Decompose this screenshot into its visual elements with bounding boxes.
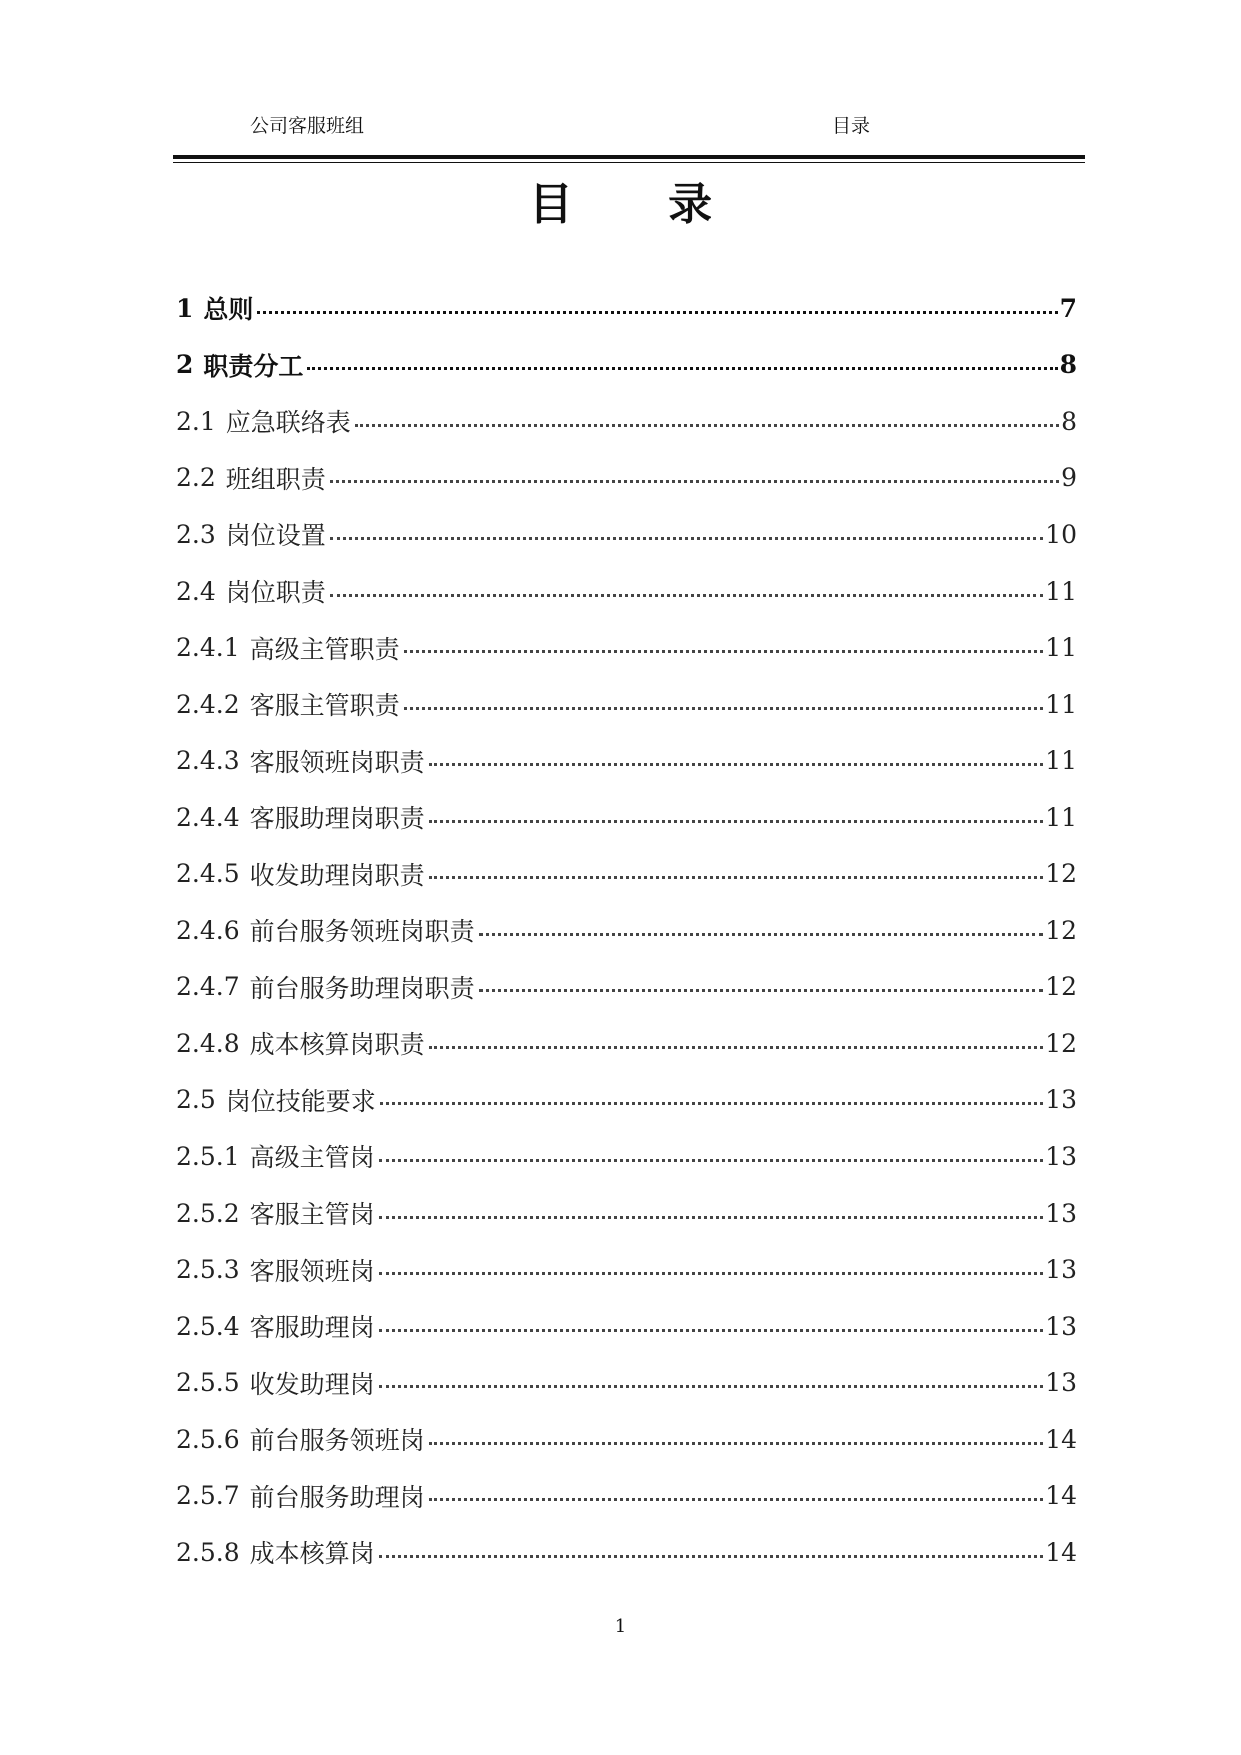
toc-entry-page: 14 (1045, 1424, 1077, 1454)
toc-entry-title: 收发助理岗职责 (249, 860, 425, 890)
toc-entry-title: 总则 (203, 295, 254, 325)
toc-entry-page: 12 (1045, 1028, 1077, 1058)
toc-entry-number: 2.4.5 (176, 859, 240, 889)
toc-entry-title: 成本核算岗 (249, 1539, 375, 1569)
page-number: 1 (614, 1616, 627, 1637)
toc-entry-number: 2.5.3 (176, 1255, 240, 1285)
toc-entry-number: 2.5.4 (176, 1311, 240, 1341)
toc-dot-leader (429, 820, 1044, 823)
toc-entry-title: 前台服务领班岗职责 (249, 917, 475, 947)
toc-dot-leader (379, 1159, 1044, 1162)
toc-entry-number: 2.5.2 (176, 1198, 240, 1228)
toc-entry-page: 13 (1045, 1311, 1077, 1341)
toc-entry[interactable] (176, 506, 1077, 563)
toc-entry-page: 12 (1045, 915, 1077, 945)
toc-entry-title: 前台服务助理岗职责 (249, 973, 475, 1003)
header-rule-thick (173, 155, 1085, 159)
toc-entry-page: 11 (1045, 689, 1077, 719)
toc-entry-page: 8 (1061, 406, 1077, 436)
toc-dot-leader (479, 989, 1044, 992)
toc-entry-title: 应急联络表 (225, 408, 351, 438)
toc-entry-page: 13 (1045, 1141, 1077, 1171)
toc-dot-leader (429, 1046, 1044, 1049)
toc-dot-leader (379, 1385, 1044, 1388)
toc-entry-title: 职责分工 (203, 351, 304, 381)
toc-dot-leader (429, 1442, 1044, 1445)
header-section-name: 目录 (831, 115, 870, 137)
toc-entry[interactable] (176, 1524, 1077, 1581)
toc-entry-page: 7 (1059, 293, 1077, 323)
toc-entry-title: 岗位技能要求 (225, 1086, 376, 1116)
toc-entry-title: 收发助理岗 (249, 1369, 375, 1399)
toc-entry-number: 2.3 (176, 519, 216, 549)
toc-entry-title: 客服领班岗职责 (249, 747, 425, 777)
toc-entry-number: 2.5.5 (176, 1368, 240, 1398)
toc-dot-leader (479, 933, 1044, 936)
toc-entry[interactable] (176, 1128, 1077, 1185)
toc-entry-page: 13 (1045, 1255, 1077, 1285)
toc-entry-number: 2.4.1 (176, 633, 240, 663)
toc-dot-leader (429, 876, 1044, 879)
toc-dot-leader (330, 480, 1059, 483)
toc-entry[interactable] (176, 1185, 1077, 1242)
toc-entry[interactable] (176, 1241, 1077, 1298)
page-title: 目 录 (528, 179, 753, 230)
toc-entry[interactable] (176, 450, 1077, 507)
toc-entry[interactable] (176, 676, 1077, 733)
toc-entry-title: 客服助理岗职责 (249, 804, 425, 834)
toc-entry-page: 9 (1061, 463, 1077, 493)
toc-entry[interactable] (176, 1467, 1077, 1524)
toc-entry-title: 前台服务领班岗 (249, 1426, 425, 1456)
toc-dot-leader (404, 707, 1044, 710)
toc-entry[interactable] (176, 1072, 1077, 1129)
toc-dot-leader (379, 1272, 1044, 1275)
toc-entry-number: 2.5.1 (176, 1141, 240, 1171)
toc-entry-page: 14 (1045, 1537, 1077, 1567)
toc-entry-page: 14 (1045, 1481, 1077, 1511)
toc-dot-leader (429, 1498, 1044, 1501)
toc-entry-page: 13 (1045, 1368, 1077, 1398)
toc-entry[interactable] (176, 337, 1077, 394)
toc-entry-page: 10 (1045, 519, 1077, 549)
toc-entry[interactable] (176, 1015, 1077, 1072)
toc-entry-number: 2.1 (176, 406, 216, 436)
toc-entry[interactable] (176, 393, 1077, 450)
toc-entry-number: 2.4.8 (176, 1028, 240, 1058)
table-of-contents (176, 280, 1077, 1581)
toc-entry-page: 13 (1045, 1085, 1077, 1115)
toc-entry-page: 13 (1045, 1198, 1077, 1228)
toc-entry-title: 班组职责 (225, 464, 326, 494)
toc-dot-leader (330, 537, 1043, 540)
toc-entry[interactable] (176, 563, 1077, 620)
toc-entry-number: 2.2 (176, 463, 216, 493)
toc-entry-title: 客服领班岗 (249, 1256, 375, 1286)
toc-entry-number: 2 (176, 350, 194, 380)
toc-entry[interactable] (176, 1411, 1077, 1468)
toc-entry-title: 岗位设置 (225, 521, 326, 551)
toc-dot-leader (404, 650, 1044, 653)
toc-entry-title: 客服助理岗 (249, 1313, 375, 1343)
toc-entry[interactable] (176, 845, 1077, 902)
toc-entry-page: 11 (1045, 576, 1077, 606)
toc-entry[interactable] (176, 619, 1077, 676)
toc-dot-leader (257, 311, 1057, 314)
toc-entry-number: 2.5.6 (176, 1424, 240, 1454)
toc-entry[interactable] (176, 732, 1077, 789)
toc-entry-page: 11 (1045, 633, 1077, 663)
toc-entry-number: 2.4.4 (176, 802, 240, 832)
toc-entry[interactable] (176, 1354, 1077, 1411)
toc-entry[interactable] (176, 1298, 1077, 1355)
toc-dot-leader (380, 1102, 1043, 1105)
toc-entry-title: 客服主管职责 (249, 691, 400, 721)
toc-entry-number: 1 (176, 293, 194, 323)
toc-entry-page: 11 (1045, 802, 1077, 832)
toc-entry-number: 2.4 (176, 576, 216, 606)
toc-entry-page: 11 (1045, 746, 1077, 776)
toc-dot-leader (355, 424, 1059, 427)
toc-entry-page: 8 (1059, 350, 1077, 380)
toc-entry-number: 2.4.3 (176, 746, 240, 776)
toc-entry-page: 12 (1045, 859, 1077, 889)
toc-entry-number: 2.5.8 (176, 1537, 240, 1567)
header-rule-thin (173, 162, 1085, 163)
toc-entry-title: 前台服务助理岗 (249, 1482, 425, 1512)
toc-dot-leader (307, 367, 1057, 370)
toc-entry-title: 高级主管岗 (249, 1143, 375, 1173)
toc-dot-leader (379, 1555, 1044, 1558)
toc-entry-number: 2.4.6 (176, 915, 240, 945)
header-document-name: 公司客服班组 (250, 115, 365, 137)
toc-entry-title: 高级主管职责 (249, 634, 400, 664)
toc-dot-leader (330, 594, 1043, 597)
toc-entry-page: 12 (1045, 972, 1077, 1002)
toc-entry-number: 2.4.2 (176, 689, 240, 719)
toc-entry[interactable] (176, 902, 1077, 959)
running-header (250, 114, 870, 138)
toc-dot-leader (429, 763, 1044, 766)
toc-entry[interactable] (176, 280, 1077, 337)
toc-entry[interactable] (176, 959, 1077, 1016)
toc-entry[interactable] (176, 789, 1077, 846)
toc-dot-leader (379, 1329, 1044, 1332)
toc-entry-number: 2.5 (176, 1085, 216, 1115)
toc-entry-number: 2.4.7 (176, 972, 240, 1002)
toc-entry-title: 成本核算岗职责 (249, 1030, 425, 1060)
toc-dot-leader (379, 1216, 1044, 1219)
toc-entry-title: 客服主管岗 (249, 1200, 375, 1230)
toc-entry-title: 岗位职责 (225, 578, 326, 607)
toc-entry-number: 2.5.7 (176, 1481, 240, 1511)
